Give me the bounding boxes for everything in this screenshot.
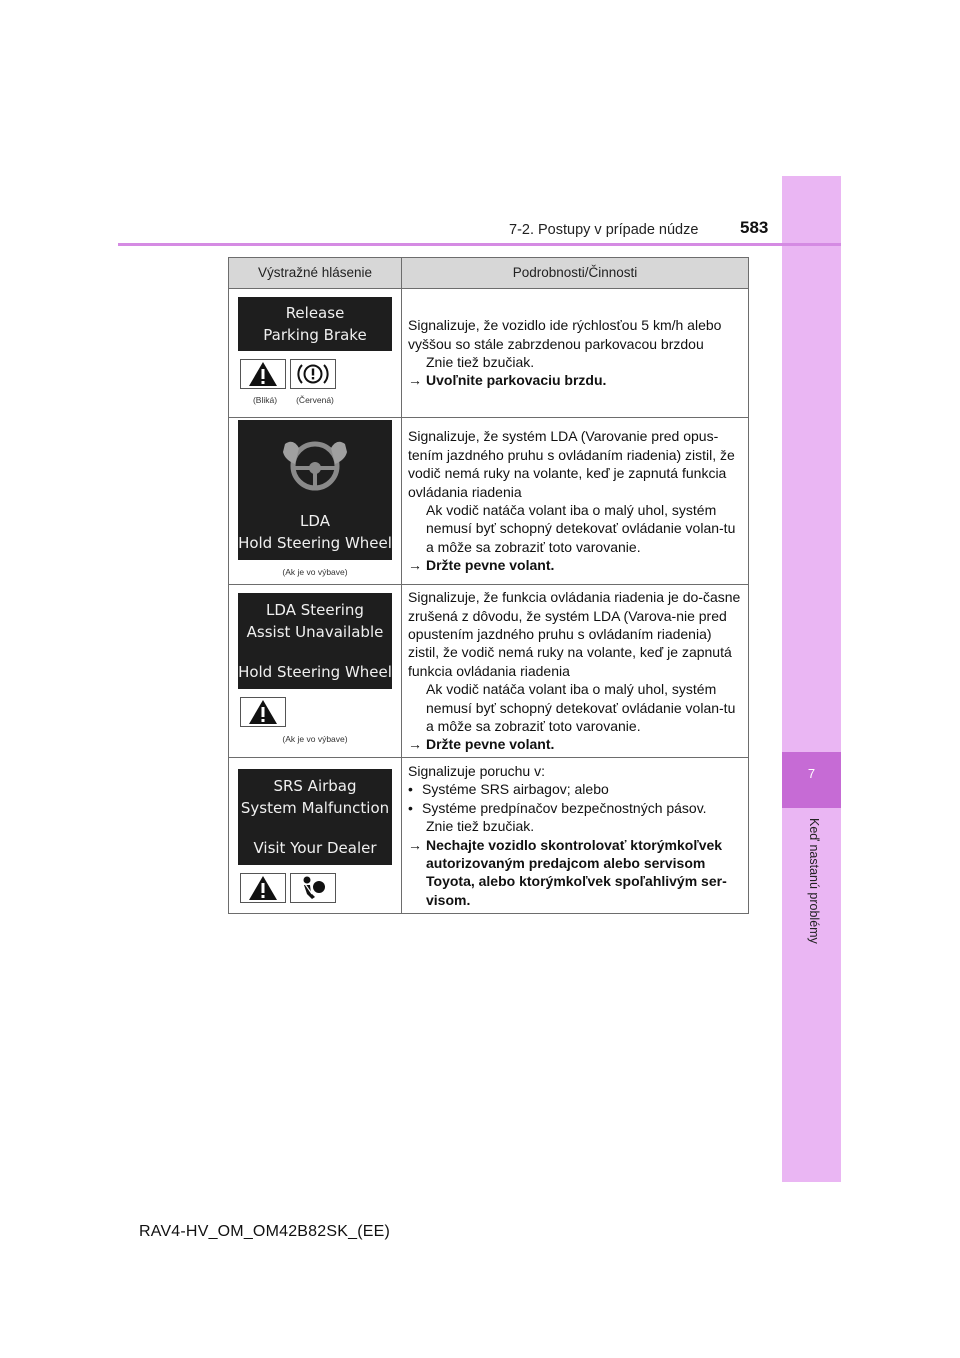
detail-note: Ak vodič natáča volant iba o malý uhol, systém nemusí byť schopný detekovať ovládanie volan-tu a môže sa zobraziť toto varovanie. [426,681,736,735]
action-line [408,836,743,910]
table-row [229,585,749,758]
hands-on-wheel-icon [275,436,355,496]
icon-caption: (Červená) [296,394,334,405]
arrow-icon: → [408,557,422,574]
table-row [229,289,749,418]
display-line: SRS Airbag [273,776,357,795]
details-cell [402,289,749,418]
detail-text: Signalizuje, že systém LDA (Varovanie pred opus-tením jazdného pruhu s ovládaním riadenia) zistil, že vodič nemá ruky na volante, keď je zapnutá funkcia ovládania riadenia [408,428,735,500]
action-line [408,556,743,574]
chapter-number: 7 [807,766,816,781]
icon-caption: (Ak je vo výbave) [282,567,348,578]
section-title: 7-2. Postupy v prípade núdze [509,222,699,238]
action-text: Uvoľnite parkovaciu brzdu. [426,372,607,389]
arrow-icon: → [408,836,422,853]
chapter-title: Keď nastanú problémy [807,818,821,944]
detail-note: Znie tiež bzučiak. [426,818,535,835]
warning-message-table [228,257,749,914]
table-row [229,418,749,585]
chapter-tab [782,176,841,1182]
display-line: System Malfunction [240,798,390,817]
table-header-row [229,258,749,289]
display-screen [238,769,392,865]
detail-note: Znie tiež bzučiak. [426,354,535,370]
display-line: Parking Brake [263,325,367,344]
document-code: RAV4-HV_OM_OM42B82SK_(EE) [139,1223,391,1240]
display-line: LDA Steering [266,601,364,620]
detail-note: Ak vodič natáča volant iba o malý uhol, systém nemusí byť schopný detekovať ovládanie volan-tu a môže sa zobraziť toto varovanie. [426,502,736,555]
arrow-icon: → [408,372,422,389]
page-number: 583 [740,218,769,237]
bullet-item [408,780,743,798]
details-cell [402,758,749,914]
details-cell [402,585,749,758]
warning-triangle-icon [240,873,286,903]
bullet-text: Systéme SRS airbagov; alebo [422,781,609,798]
detail-text: Signalizuje, že vozidlo ide rýchlosťou 5 km/h alebo vyššou so stále zabrzdenou parkovacou brzdou [408,317,722,352]
action-text: Držte pevne volant. [426,557,555,574]
icon-caption: (Bliká) [252,394,278,405]
action-line [408,371,743,389]
display-line: Release [285,303,345,322]
arrow-icon: → [408,736,422,753]
display-line: Visit Your Dealer [253,838,377,857]
airbag-icon [290,873,336,903]
header-divider [118,243,841,246]
message-cell [229,758,402,914]
display-line: Assist Unavailable [246,623,384,642]
brake-warning-icon [290,359,336,389]
icon-caption: (Ak je vo výbave) [282,734,348,745]
display-line: LDA [300,512,330,531]
column-header-message: Výstražné hlásenie [229,258,402,289]
details-cell [402,418,749,585]
icon-captions [240,391,401,409]
display-line: Hold Steering Wheel [238,534,392,553]
message-cell [229,585,402,758]
message-cell [229,289,402,418]
bullet-icon: • [408,781,413,798]
indicator-icons [240,359,401,389]
display-line: Hold Steering Wheel [238,663,392,682]
display-screen [238,593,392,689]
indicator-icons [240,873,401,903]
detail-text: Signalizuje poruchu v: [408,762,545,779]
detail-text: Signalizuje, že funkcia ovládania riadenia je do-časne zrušená z dôvodu, že systém LDA (Varova-nie pred opustením jazdného pruhu s ovládaním riadenia) zistil, že vodič nemá ruky na volante, keď je zapnutá funkcia ovládania riadenia [408,589,741,679]
column-header-details: Podrobnosti/Činnosti [402,258,749,289]
warning-triangle-icon [240,697,286,727]
warning-triangle-icon [240,359,286,389]
table-row [229,758,749,914]
bullet-icon: • [408,799,413,816]
message-cell [229,418,402,585]
indicator-icons [240,697,401,727]
action-line [408,735,743,753]
bullet-item [408,799,743,817]
action-text: Nechajte vozidlo skontrolovať ktorýmkoľvek autorizovaným predajcom alebo servisom Toyota, alebo ktorýmkoľvek spoľahlivým ser-visom. [426,836,727,908]
bullet-text: Systéme predpínačov bezpečnostných pásov. [422,799,707,816]
display-screen [238,420,392,560]
action-text: Držte pevne volant. [426,736,555,753]
display-screen [238,297,392,351]
